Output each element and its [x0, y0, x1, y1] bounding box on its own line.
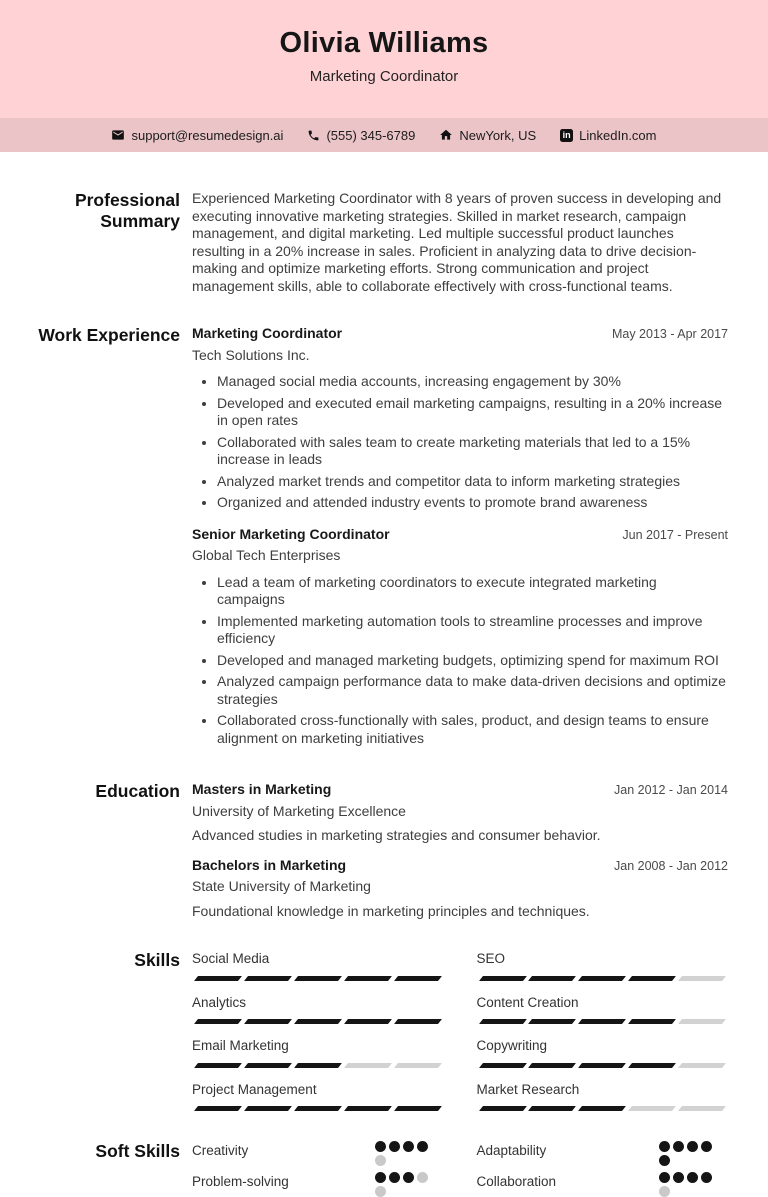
skill-level-bar	[477, 976, 729, 981]
skills-content	[192, 950, 768, 1111]
contact-phone-text: (555) 345-6789	[326, 127, 416, 143]
skill-level-bar	[192, 1106, 444, 1111]
education-school: University of Marketing Excellence	[192, 802, 406, 819]
education-item	[192, 857, 728, 921]
skill-segment-empty	[678, 1063, 726, 1068]
contact-location[interactable]	[439, 128, 536, 143]
section-label-education: Education	[95, 781, 180, 801]
job-bullet: • Collaborated with sales team to create marketing materials that led to a 15% increase in leads	[217, 434, 728, 469]
section-soft-skills	[0, 1141, 768, 1197]
skill-item	[192, 1081, 444, 1112]
section-summary	[0, 190, 768, 295]
summary-content	[192, 190, 768, 295]
job-header	[192, 526, 728, 545]
section-label-soft-skills: Soft Skills	[95, 1141, 180, 1161]
soft-skill-item	[477, 1172, 729, 1197]
education-description: Advanced studies in marketing strategies and consumer behavior.	[192, 827, 601, 843]
skill-level-bar	[192, 1063, 444, 1068]
job-bullet: • Managed social media accounts, increasing engagement by 30%	[217, 373, 728, 391]
skill-level-bar	[192, 976, 444, 981]
contact-location-text: NewYork, US	[459, 127, 537, 143]
education-degree: Masters in Marketing	[192, 781, 332, 797]
soft-skills-content	[192, 1141, 768, 1197]
section-label-skills: Skills	[134, 950, 180, 970]
skill-item	[477, 994, 729, 1025]
skill-segment-empty	[394, 1063, 442, 1068]
skill-segment-filled	[294, 1106, 342, 1111]
skill-segment-filled	[479, 976, 527, 981]
skill-segment-filled	[578, 976, 626, 981]
soft-skill-name: Creativity	[192, 1143, 249, 1158]
education-degree: Bachelors in Marketing	[192, 856, 347, 873]
job-item	[192, 325, 728, 512]
skill-segment-filled	[578, 1019, 626, 1024]
section-skills	[0, 950, 768, 1111]
soft-skill-dot-filled	[659, 1172, 670, 1183]
skill-name: SEO	[476, 951, 506, 966]
envelope-icon	[111, 128, 125, 142]
skill-segment-filled	[194, 1019, 242, 1024]
soft-skill-dot-filled	[687, 1141, 698, 1152]
soft-skill-item	[477, 1141, 729, 1166]
skill-name: Email Marketing	[192, 1038, 289, 1053]
candidate-job-title: Marketing Coordinator	[309, 68, 459, 85]
soft-skill-dots	[659, 1141, 715, 1166]
phone-icon	[307, 129, 320, 142]
skill-segment-filled	[528, 1019, 576, 1024]
resume-header	[0, 0, 768, 118]
education-dates: Jan 2008 - Jan 2012	[614, 858, 728, 873]
skill-segment-filled	[344, 976, 392, 981]
skill-segment-filled	[628, 1019, 676, 1024]
education-item	[192, 781, 728, 845]
job-bullet: • Analyzed market trends and competitor data to inform marketing strategies	[217, 473, 728, 491]
skill-item	[192, 994, 444, 1025]
skill-segment-filled	[479, 1106, 527, 1111]
jobs-list	[192, 325, 768, 751]
skill-segment-empty	[344, 1063, 392, 1068]
soft-skill-dot-empty	[375, 1186, 386, 1197]
education-header	[192, 781, 728, 800]
skill-item	[192, 950, 444, 981]
contact-bar	[0, 118, 768, 152]
skill-segment-filled	[528, 1106, 576, 1111]
job-bullet: • Collaborated cross-functionally with sales, product, and design teams to ensure alignment on marketing initiatives	[217, 712, 728, 747]
skill-name: Copywriting	[476, 1038, 548, 1053]
skill-segment-filled	[628, 1063, 676, 1068]
soft-skill-dot-filled	[375, 1172, 386, 1183]
skill-item	[477, 1037, 729, 1068]
soft-skill-dot-filled	[687, 1172, 698, 1183]
home-icon	[439, 128, 453, 142]
skill-segment-filled	[244, 976, 292, 981]
contact-linkedin-text: LinkedIn.com	[579, 127, 657, 143]
skill-segment-filled	[528, 1063, 576, 1068]
soft-skill-name: Adaptability	[476, 1143, 547, 1158]
job-dates: Jun 2017 - Present	[622, 527, 728, 542]
soft-skill-dot-filled	[659, 1155, 670, 1166]
skill-name: Project Management	[192, 1081, 317, 1097]
job-bullet-list	[192, 574, 728, 748]
skill-item	[477, 950, 729, 981]
soft-skill-dot-filled	[659, 1141, 670, 1152]
contact-email[interactable]	[111, 128, 283, 143]
soft-skill-dot-filled	[673, 1141, 684, 1152]
soft-skills-grid	[192, 1141, 728, 1197]
soft-skill-dot-filled	[403, 1172, 414, 1183]
resume-body	[0, 152, 768, 1197]
skill-segment-filled	[578, 1106, 626, 1111]
skill-segment-filled	[479, 1063, 527, 1068]
skill-segment-empty	[678, 976, 726, 981]
soft-skill-dot-filled	[701, 1172, 712, 1183]
section-label-experience: Work Experience	[38, 325, 180, 345]
skill-segment-filled	[194, 1106, 242, 1111]
section-experience	[0, 325, 768, 751]
soft-skill-dot-filled	[375, 1141, 386, 1152]
summary-text: Experienced Marketing Coordinator with 8 years of proven success in developing and executing innovative marketing strategies. Skilled in market research, campaign management, and digital marketing. Led multiple successful product launches resulting in a 20% increase in sales. Proficient in analyzing data to drive decision-making and optimize marketing efforts. Strong communication and project management skills, able to collaborate effectively with cross-functional teams.	[192, 190, 722, 294]
skill-segment-filled	[244, 1106, 292, 1111]
section-label-summary: Professional Summary	[74, 190, 180, 232]
soft-skill-dot-empty	[375, 1155, 386, 1166]
soft-skill-dots	[375, 1172, 431, 1197]
skill-level-bar	[477, 1063, 729, 1068]
skill-name: Content Creation	[476, 994, 579, 1010]
candidate-name: Olivia Williams	[279, 27, 489, 59]
job-bullet: • Developed and executed email marketing campaigns, resulting in a 20% increase in open rates	[217, 395, 728, 430]
soft-skill-dots	[659, 1172, 715, 1197]
skill-level-bar	[477, 1019, 729, 1024]
skill-segment-filled	[294, 1019, 342, 1024]
skill-segment-empty	[678, 1019, 726, 1024]
job-company: Global Tech Enterprises	[192, 547, 341, 563]
soft-skill-dot-filled	[389, 1141, 400, 1152]
skill-segment-filled	[394, 976, 442, 981]
contact-linkedin[interactable]	[560, 128, 656, 143]
soft-skill-dot-empty	[659, 1186, 670, 1197]
soft-skill-name: Problem-solving	[192, 1174, 289, 1189]
skill-segment-filled	[294, 1063, 342, 1068]
job-bullet: • Lead a team of marketing coordinators to execute integrated marketing campaigns	[217, 574, 728, 609]
section-education	[0, 781, 768, 920]
skill-name: Market Research	[476, 1081, 580, 1097]
job-dates: May 2013 - Apr 2017	[611, 327, 728, 341]
skill-segment-filled	[194, 976, 242, 981]
education-list	[192, 781, 768, 920]
skill-segment-empty	[678, 1106, 726, 1111]
skill-segment-empty	[628, 1106, 676, 1111]
skill-segment-filled	[344, 1019, 392, 1024]
job-bullet: • Organized and attended industry events to promote brand awareness	[217, 494, 728, 512]
education-description: Foundational knowledge in marketing principles and techniques.	[192, 902, 590, 919]
job-bullet: • Implemented marketing automation tools to streamline processes and improve efficiency	[217, 613, 728, 648]
skill-segment-filled	[578, 1063, 626, 1068]
education-dates: Jan 2012 - Jan 2014	[614, 783, 728, 797]
job-header	[192, 325, 728, 344]
soft-skill-item	[192, 1141, 444, 1166]
education-school: State University of Marketing	[192, 878, 371, 894]
skill-segment-filled	[244, 1019, 292, 1024]
skill-item	[477, 1081, 729, 1112]
skill-segment-filled	[528, 976, 576, 981]
skill-name: Analytics	[192, 994, 247, 1010]
soft-skill-item	[192, 1172, 444, 1197]
contact-phone[interactable]	[307, 128, 415, 143]
job-bullet-list	[192, 373, 728, 512]
job-bullet: • Developed and managed marketing budgets, optimizing spend for maximum ROI	[217, 652, 728, 670]
soft-skill-dot-filled	[389, 1172, 400, 1183]
skill-segment-filled	[394, 1019, 442, 1024]
skills-grid	[192, 950, 728, 1111]
skill-level-bar	[192, 1019, 444, 1024]
skill-item	[192, 1037, 444, 1068]
soft-skill-dots	[375, 1141, 431, 1166]
skill-segment-filled	[194, 1063, 242, 1068]
skill-segment-filled	[344, 1106, 392, 1111]
linkedin-badge-icon: in	[560, 129, 573, 142]
job-company: Tech Solutions Inc.	[192, 346, 310, 363]
skill-segment-filled	[294, 976, 342, 981]
soft-skill-dot-filled	[417, 1141, 428, 1152]
skill-name: Social Media	[192, 951, 270, 966]
job-title: Marketing Coordinator	[192, 325, 343, 341]
job-title: Senior Marketing Coordinator	[192, 525, 390, 542]
education-header	[192, 857, 728, 876]
skill-level-bar	[477, 1106, 729, 1111]
soft-skill-name: Collaboration	[476, 1174, 557, 1189]
soft-skill-dot-filled	[701, 1141, 712, 1152]
job-bullet: • Analyzed campaign performance data to make data-driven decisions and optimize strategies	[217, 673, 728, 708]
skill-segment-filled	[244, 1063, 292, 1068]
skill-segment-filled	[628, 976, 676, 981]
contact-email-text: support@resumedesign.ai	[131, 127, 284, 143]
skill-segment-filled	[394, 1106, 442, 1111]
job-item	[192, 526, 728, 748]
soft-skill-dot-filled	[673, 1172, 684, 1183]
soft-skill-dot-filled	[403, 1141, 414, 1152]
soft-skill-dot-empty	[417, 1172, 428, 1183]
skill-segment-filled	[479, 1019, 527, 1024]
